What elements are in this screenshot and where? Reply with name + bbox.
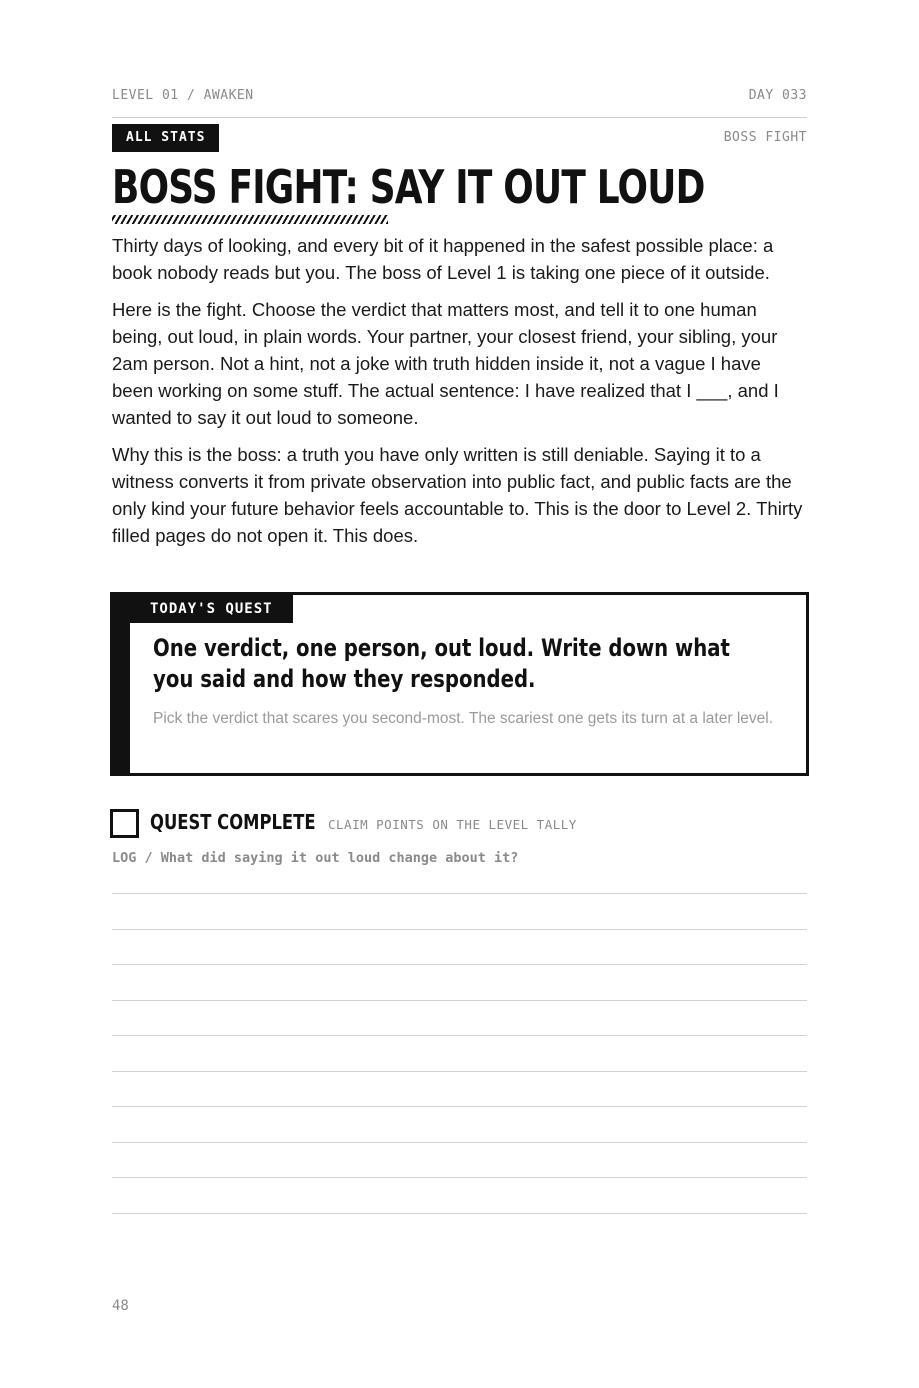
writing-line[interactable] bbox=[112, 1177, 807, 1178]
level-path: LEVEL 01 / AWAKEN bbox=[112, 88, 254, 103]
quest-label: TODAY'S QUEST bbox=[130, 595, 293, 623]
writing-line[interactable] bbox=[112, 929, 807, 930]
header-divider bbox=[112, 117, 807, 118]
body-paragraph: Here is the fight. Choose the verdict that matters most, and tell it to one human being, out loud, in plain words. Your partner, your closest friend, your sibling, your 2am person. Not a hint, not a joke with truth hidden inside it, not a vague I have been working on some stuff. The actual sentence: I have realized that I ___, and I wanted to say it out loud to someone. bbox=[112, 299, 779, 428]
quest-heading bbox=[153, 633, 809, 695]
quest-card bbox=[110, 592, 809, 776]
quest-heading-text: One verdict, one person, out loud. Write down what you said and how they responded. bbox=[153, 634, 730, 693]
page-number: 48 bbox=[112, 1298, 129, 1314]
writing-line[interactable] bbox=[112, 1035, 807, 1036]
writing-line[interactable] bbox=[112, 893, 807, 894]
log-prompt: LOG / What did saying it out loud change about it? bbox=[112, 850, 519, 866]
page-title: BOSS FIGHT: SAY IT OUT LOUD bbox=[112, 160, 705, 214]
quest-complete-row bbox=[110, 808, 810, 838]
writing-line[interactable] bbox=[112, 1142, 807, 1143]
title-hatch-underline bbox=[112, 215, 388, 224]
writing-line[interactable] bbox=[112, 964, 807, 965]
body-paragraph: Why this is the boss: a truth you have only written is still deniable. Saying it to a witness converts it from private observation into public fact, and public facts are the only kind your future behavior feels accountable to. This is the door to Level 2. Thirty filled pages do not open it. This does. bbox=[112, 444, 803, 546]
quest-complete-label: QUEST COMPLETE bbox=[150, 810, 316, 834]
quest-card-bar bbox=[113, 595, 130, 773]
claim-points-note: CLAIM POINTS ON THE LEVEL TALLY bbox=[328, 817, 577, 832]
section-tag: BOSS FIGHT bbox=[723, 130, 807, 145]
body-paragraph: Thirty days of looking, and every bit of it happened in the safest possible place: a book nobody reads but you. The boss of Level 1 is taking one piece of it outside. bbox=[112, 235, 774, 283]
writing-line[interactable] bbox=[112, 1000, 807, 1001]
quest-hint: Pick the verdict that scares you second-most. The scariest one gets its turn at a later level. bbox=[153, 710, 773, 727]
quest-complete-checkbox[interactable] bbox=[110, 809, 139, 838]
writing-line[interactable] bbox=[112, 1071, 807, 1072]
body-copy bbox=[112, 232, 807, 559]
writing-line[interactable] bbox=[112, 1213, 807, 1214]
day-counter: DAY 033 bbox=[748, 88, 807, 103]
running-header bbox=[112, 88, 807, 108]
writing-line[interactable] bbox=[112, 1106, 807, 1107]
stats-badge: ALL STATS bbox=[112, 124, 219, 152]
writing-lines[interactable] bbox=[112, 893, 807, 1248]
